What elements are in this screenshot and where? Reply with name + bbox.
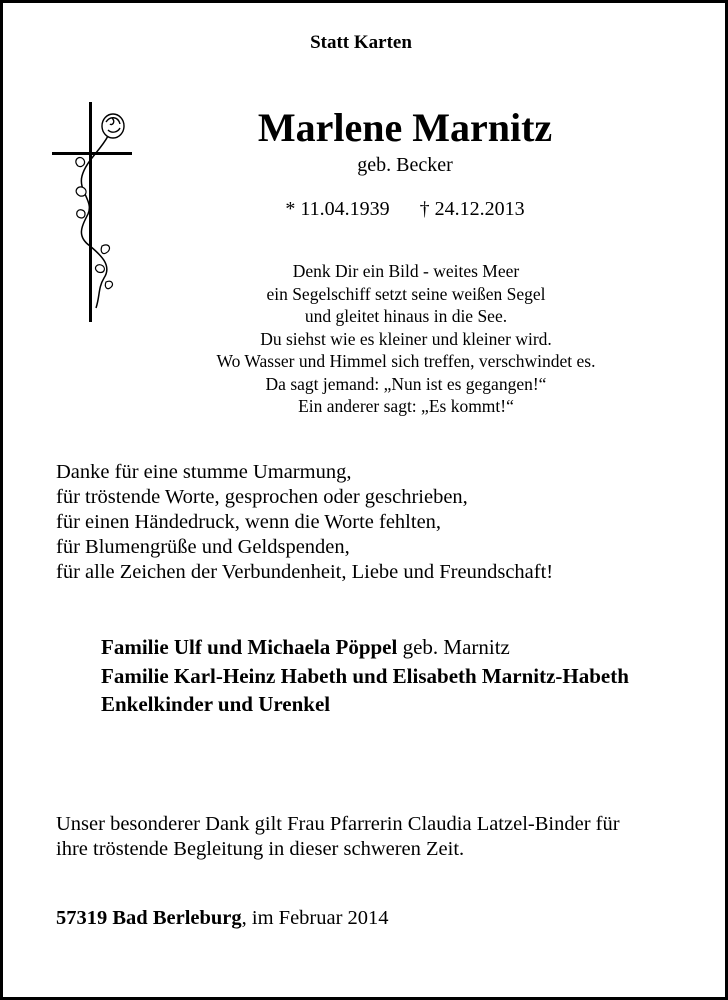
birth-date: * 11.04.1939 xyxy=(285,198,390,220)
poem-line: Da sagt jemand: „Nun ist es gegangen!“ xyxy=(265,373,547,394)
poem-line: Denk Dir ein Bild - weites Meer xyxy=(292,261,520,281)
thanks-line: für Blumengrüße und Geldspenden, xyxy=(56,536,350,558)
family-line-2 xyxy=(101,662,629,691)
header-statt-karten: Statt Karten xyxy=(310,32,412,53)
special-thanks-line: Unser besonderer Dank gilt Frau Pfarrerin Claudia Latzel-Binder für xyxy=(56,813,620,835)
thanks-line: für alle Zeichen der Verbundenheit, Liebe und Freundschaft! xyxy=(56,561,554,583)
thanks-line: Danke für eine stumme Umarmung, xyxy=(56,461,352,483)
life-dates xyxy=(88,198,722,221)
poem-line: ein Segelschiff setzt seine weißen Segel xyxy=(266,283,546,304)
family-signatures xyxy=(101,633,629,719)
family-line-3 xyxy=(101,690,629,719)
family-line-1 xyxy=(101,633,629,662)
family-grandchildren: Enkelkinder und Urenkel xyxy=(101,692,331,716)
poem xyxy=(88,260,724,418)
place-month: , im Februar 2014 xyxy=(241,907,389,929)
place-date xyxy=(56,907,389,930)
family-name-habeth: Familie Karl-Heinz Habeth und Elisabeth Marnitz-Habeth xyxy=(101,663,629,688)
thanks-line: für tröstende Worte, gesprochen oder geschrieben, xyxy=(56,486,468,508)
place-city: 57319 Bad Berleburg xyxy=(56,907,242,929)
poem-line: und gleitet hinaus in die See. xyxy=(304,306,508,326)
deceased-name: Marlene Marnitz xyxy=(257,105,553,150)
poem-line: Ein anderer sagt: „Es kommt!“ xyxy=(298,396,514,416)
special-thanks-line: ihre tröstende Begleitung in dieser schweren Zeit. xyxy=(56,838,465,860)
special-thanks xyxy=(56,812,620,862)
thanks-line: für einen Händedruck, wenn die Worte fehlten, xyxy=(56,511,442,533)
maiden-name: geb. Becker xyxy=(357,154,453,176)
poem-line: Wo Wasser und Himmel sich treffen, verschwindet es. xyxy=(216,351,596,371)
thanks-paragraph xyxy=(56,460,553,585)
family-nee: geb. Marnitz xyxy=(397,635,510,659)
family-name-poeppel: Familie Ulf und Michaela Pöppel xyxy=(101,635,398,659)
death-date: † 24.12.2013 xyxy=(419,198,525,220)
poem-line: Du siehst wie es kleiner und kleiner wird. xyxy=(260,328,552,349)
